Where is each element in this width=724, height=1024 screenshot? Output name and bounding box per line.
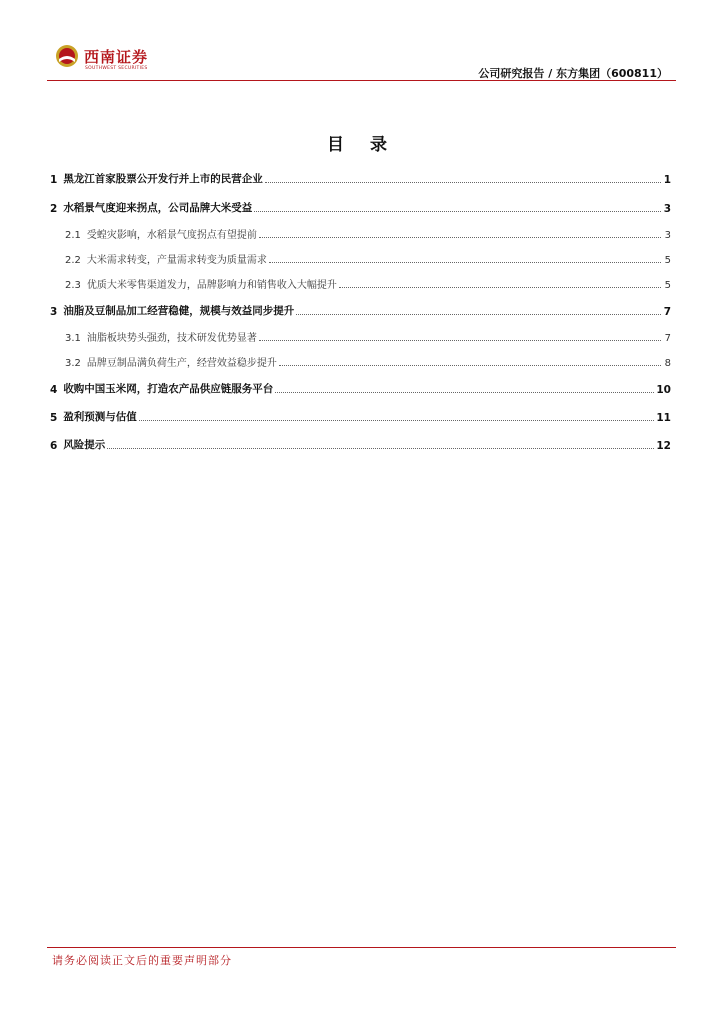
toc-leader-dots: [275, 392, 654, 393]
toc-entry-page: 8: [664, 358, 671, 369]
toc-entry-number: 2.3: [65, 280, 81, 291]
toc-entry-page: 5: [664, 280, 671, 291]
toc-entry-page: 11: [656, 412, 671, 424]
toc-entry-number: 3.2: [65, 358, 81, 369]
toc-entry[interactable]: [50, 436, 671, 452]
toc-entry-number: 2.2: [65, 255, 81, 266]
toc-subentry[interactable]: [50, 225, 671, 241]
toc-entry[interactable]: [50, 199, 671, 215]
toc-subentry[interactable]: [50, 353, 671, 369]
toc-entry-number: 3: [50, 306, 58, 318]
toc-entry-page: 3: [663, 203, 671, 215]
toc-entry-label: 黑龙江首家股票公开发行并上市的民营企业: [63, 173, 263, 185]
toc-title: 目 录: [327, 135, 397, 155]
toc-entry-label: 盈利预测与估值: [63, 411, 137, 423]
toc-leader-dots: [139, 420, 655, 421]
toc-leader-dots: [254, 211, 661, 212]
toc-entry-label: 受蝗灾影响，水稻景气度拐点有望提前: [86, 230, 257, 241]
company-logo: [55, 44, 165, 74]
header-divider: [47, 80, 676, 81]
toc-leader-dots: [339, 287, 661, 288]
toc-entry-label: 收购中国玉米网，打造农产品供应链服务平台: [63, 383, 274, 395]
toc-entry-label: 油脂板块势头强劲，技术研发优势显著: [86, 333, 257, 344]
toc-leader-dots: [279, 365, 661, 366]
toc-subentry[interactable]: [50, 275, 671, 291]
report-header-title: 公司研究报告 / 东方集团（600811）: [478, 67, 668, 80]
toc-entry-label: 风险提示: [63, 439, 106, 451]
toc-entry[interactable]: [50, 170, 671, 186]
toc-entry-page: 7: [663, 306, 671, 318]
toc-entry-page: 12: [656, 440, 671, 452]
toc-entry-page: 1: [663, 174, 671, 186]
southwest-securities-logo-icon: [55, 44, 79, 68]
toc-entry-label: 油脂及豆制品加工经营稳健，规模与效益同步提升: [63, 305, 295, 317]
footer-divider: [47, 947, 676, 948]
toc-entry-number: 3.1: [65, 333, 81, 344]
toc-leader-dots: [265, 182, 661, 183]
footer-disclaimer: 请务必阅读正文后的重要声明部分: [52, 954, 232, 967]
toc-entry-number: 4: [50, 384, 58, 396]
toc-entry-number: 2: [50, 203, 58, 215]
toc-leader-dots: [296, 314, 661, 315]
toc-entry-page: 10: [656, 384, 671, 396]
toc-entry-page: 3: [664, 230, 671, 241]
toc-entry-label: 大米需求转变，产量需求转变为质量需求: [86, 255, 267, 266]
toc-entry-page: 7: [664, 333, 671, 344]
brand-name-en: SOUTHWEST SECURITIES: [85, 66, 148, 71]
toc-entry-number: 5: [50, 412, 58, 424]
toc-entry-number: 2.1: [65, 230, 81, 241]
toc-entry[interactable]: [50, 380, 671, 396]
toc-entry-label: 优质大米零售渠道发力，品牌影响力和销售收入大幅提升: [86, 280, 337, 291]
toc-entry[interactable]: [50, 302, 671, 318]
toc-entry-label: 水稻景气度迎来拐点，公司品牌大米受益: [63, 202, 253, 214]
toc-subentry[interactable]: [50, 328, 671, 344]
toc-entry-label: 品牌豆制品满负荷生产，经营效益稳步提升: [86, 358, 277, 369]
toc-leader-dots: [269, 262, 661, 263]
toc-leader-dots: [259, 340, 661, 341]
brand-name-cn: 西南证券: [84, 48, 149, 66]
toc-subentry[interactable]: [50, 250, 671, 266]
toc-entry-page: 5: [664, 255, 671, 266]
toc-leader-dots: [107, 448, 654, 449]
toc-entry-number: 1: [50, 174, 58, 186]
toc-leader-dots: [259, 237, 661, 238]
toc-entry[interactable]: [50, 408, 671, 424]
toc-entry-number: 6: [50, 440, 58, 452]
